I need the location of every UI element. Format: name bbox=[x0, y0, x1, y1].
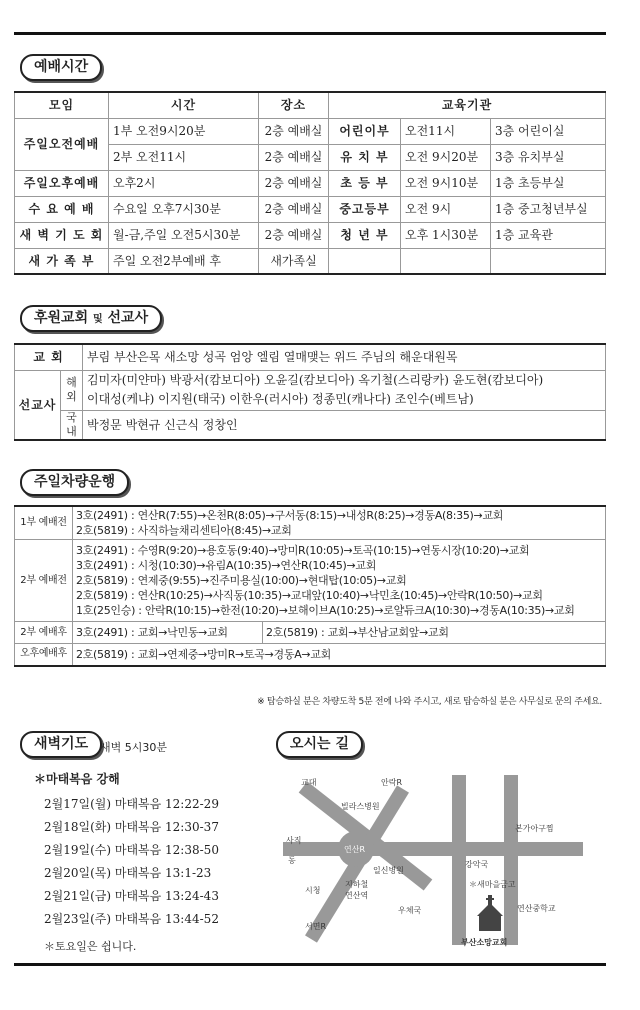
place-cell: 새가족실 bbox=[259, 248, 329, 274]
dept-cell: 유 치 부 bbox=[329, 144, 401, 170]
directions-section-title: 오시는 길 bbox=[276, 731, 363, 758]
dept-time-cell: 오후 1시30분 bbox=[401, 222, 491, 248]
support-section-title bbox=[20, 305, 162, 332]
church-list: 부림 부산은목 새소망 성곡 엄앙 엘림 열매맺는 위드 주님의 해운대원목 bbox=[83, 344, 606, 370]
study-title: ＊마태복음 강해 bbox=[34, 772, 120, 786]
map-roads bbox=[283, 775, 583, 945]
map-label-gyodae: 교대 bbox=[301, 778, 317, 787]
dept-time-cell: 오전 9시 bbox=[401, 196, 491, 222]
dept-cell: 초 등 부 bbox=[329, 170, 401, 196]
dept-cell: 중고등부 bbox=[329, 196, 401, 222]
shuttle-route: 3호(2491) : 시청(10:30)→유림A(10:35)→연산R(10:45)→교회 bbox=[76, 559, 377, 572]
map-label-subway-station: 연산역 bbox=[345, 891, 369, 900]
shuttle-route: 3호(2491) : 연산R(7:55)→온천R(8:05)→구서동(8:15)→내성R(8:25)→경동A(8:35)→교회 bbox=[76, 509, 504, 522]
dept-cell: 청 년 부 bbox=[329, 222, 401, 248]
map-label-sajik-dong: 동 bbox=[288, 856, 296, 865]
meeting-cell: 주일오전예배 bbox=[15, 118, 109, 170]
shuttle-route: 2호(5819) : 교회→부산남교회앞→교회 bbox=[266, 626, 449, 639]
shuttle-table bbox=[14, 505, 606, 667]
time-cell: 수요일 오후7시30분 bbox=[109, 196, 259, 222]
shuttle-label: 오후예배후 bbox=[15, 644, 73, 666]
map-label-gangak: 강악국 bbox=[465, 860, 489, 869]
map-label-villa: 빌라스병원 bbox=[341, 802, 380, 811]
map-label-sicheong: 시청 bbox=[305, 886, 321, 895]
support-title-and: 및 bbox=[92, 314, 103, 325]
dept-time-cell: 오전11시 bbox=[401, 118, 491, 144]
time-cell: 주일 오전2부예배 후 bbox=[109, 248, 259, 274]
overseas-label: 해외 bbox=[61, 370, 83, 410]
map-label-yeonsan: 연산R bbox=[344, 845, 366, 854]
meeting-cell: 수 요 예 배 bbox=[15, 196, 109, 222]
dawn-subtitle: 새벽 5시30분 bbox=[100, 741, 167, 754]
header-time: 시간 bbox=[109, 92, 259, 118]
shuttle-route: 1호(25인승) : 안락R(10:15)→한전(10:20)→보해이브A(10:25)→로얄듀크A(10:30)→경동A(10:35)→교회 bbox=[76, 604, 575, 617]
map-label-subway: 지하철 bbox=[345, 880, 369, 889]
top-rule bbox=[14, 32, 606, 35]
dept-place-cell: 3층 유치부실 bbox=[491, 144, 606, 170]
meeting-cell: 새 가 족 부 bbox=[15, 248, 109, 274]
support-table bbox=[14, 343, 606, 441]
support-title-main: 후원교회 bbox=[34, 310, 89, 326]
dept-time-cell: 오전 9시10분 bbox=[401, 170, 491, 196]
shuttle-route: 3호(2491) : 교회→낙민동→교회 bbox=[76, 626, 228, 639]
study-item: 2월19일(수) 마태복음 12:38-50 bbox=[44, 843, 219, 857]
overseas-line: 김미자(미얀마) 박광서(캄보디아) 오윤길(캄보디아) 옥기철(스리랑카) 윤도현(캄보디아) bbox=[87, 373, 544, 387]
domestic-list: 박정문 박현규 신근식 정창인 bbox=[83, 410, 606, 440]
map-label-sajik: 사직 bbox=[286, 836, 302, 845]
shuttle-label: 2부 예배후 bbox=[15, 622, 73, 644]
study-item: 2월20일(목) 마태복음 13:1-23 bbox=[44, 866, 212, 880]
header-meeting: 모임 bbox=[15, 92, 109, 118]
dawn-section-title: 새벽기도 bbox=[20, 731, 102, 758]
worship-table bbox=[14, 91, 606, 275]
header-education: 교육기관 bbox=[329, 92, 606, 118]
dept-place-cell: 1층 초등부실 bbox=[491, 170, 606, 196]
dept-place-cell: 1층 중고청년부실 bbox=[491, 196, 606, 222]
study-item: 2월18일(화) 마태복음 12:30-37 bbox=[44, 820, 219, 834]
header-place: 장소 bbox=[259, 92, 329, 118]
overseas-line: 이대성(케냐) 이지원(태국) 이한우(러시아) 정종민(캐나다) 조인수(베트남) bbox=[87, 392, 474, 406]
dept-time-cell: 오전 9시20분 bbox=[401, 144, 491, 170]
study-item: 2월23일(주) 마태복음 13:44-52 bbox=[44, 912, 219, 926]
dept-cell bbox=[329, 248, 401, 274]
place-cell: 2층 예배실 bbox=[259, 170, 329, 196]
meeting-cell: 주일오후예배 bbox=[15, 170, 109, 196]
time-cell: 2부 오전11시 bbox=[109, 144, 259, 170]
support-title-rest: 선교사 bbox=[107, 310, 149, 326]
shuttle-label: 1부 예배전 bbox=[15, 506, 73, 540]
domestic-label: 국내 bbox=[61, 410, 83, 440]
study-item: 2월21일(금) 마태복음 13:24-43 bbox=[44, 889, 219, 903]
location-map bbox=[283, 767, 583, 957]
map-label-saemaeul: ＊새마을금고 bbox=[469, 880, 516, 889]
time-cell: 오후2시 bbox=[109, 170, 259, 196]
dept-cell: 어린이부 bbox=[329, 118, 401, 144]
map-label-anrak: 안락R bbox=[381, 778, 403, 787]
shuttle-route: 3호(2491) : 수영R(9:20)→용호동(9:40)→망미R(10:05)→토곡(10:15)→연동시장(10:20)→교회 bbox=[76, 544, 530, 557]
dept-time-cell bbox=[401, 248, 491, 274]
shuttle-section-title: 주일차량운행 bbox=[20, 469, 129, 496]
place-cell: 2층 예배실 bbox=[259, 118, 329, 144]
shuttle-route: 2호(5819) : 교회→연제중→망미R→토곡→경동A→교회 bbox=[76, 647, 331, 661]
study-item: 2월17일(월) 마태복음 12:22-29 bbox=[44, 797, 219, 811]
place-cell: 2층 예배실 bbox=[259, 196, 329, 222]
church-icon bbox=[477, 895, 503, 931]
map-label-yeonsan-ms: 연산중학교 bbox=[517, 904, 556, 913]
dept-place-cell bbox=[491, 248, 606, 274]
place-cell: 2층 예배실 bbox=[259, 144, 329, 170]
meeting-cell: 새 벽 기 도 회 bbox=[15, 222, 109, 248]
dept-place-cell: 3층 어린이실 bbox=[491, 118, 606, 144]
shuttle-route: 2호(5819) : 사직하늘채리센티아(8:45)→교회 bbox=[76, 524, 292, 537]
place-cell: 2층 예배실 bbox=[259, 222, 329, 248]
missionary-label: 선교사 bbox=[15, 370, 61, 440]
map-label-seomyeon: 서면R bbox=[305, 922, 327, 931]
shuttle-route: 2호(5819) : 연산R(10:25)→사직동(10:35)→교대앞(10:40)→낙민초(10:45)→안락R(10:50)→교회 bbox=[76, 589, 543, 602]
worship-section-title: 예배시간 bbox=[20, 54, 102, 81]
time-cell: 월-금,주일 오전5시30분 bbox=[109, 222, 259, 248]
shuttle-route: 2호(5819) : 연제중(9:55)→진주미용실(10:00)→현대탑(10:05)→교회 bbox=[76, 574, 407, 587]
time-cell: 1부 오전9시20분 bbox=[109, 118, 259, 144]
shuttle-label: 2부 예배전 bbox=[15, 540, 73, 622]
map-label-uche: 우체국 bbox=[398, 906, 422, 915]
church-label: 교 회 bbox=[15, 344, 83, 370]
study-footnote: ＊토요일은 쉽니다. bbox=[44, 940, 137, 953]
map-label-bonga: 본가아구찜 bbox=[515, 824, 554, 833]
map-label-ilsin: 일신병원 bbox=[373, 866, 404, 875]
dept-place-cell: 1층 교육관 bbox=[491, 222, 606, 248]
bottom-rule bbox=[14, 963, 606, 966]
shuttle-note: ※ 탑승하실 분은 차량도착 5분 전에 나와 주시고, 새로 탑승하실 분은 사무실로 문의 주세요. bbox=[257, 697, 602, 707]
map-label-church: 부산소망교회 bbox=[461, 938, 508, 947]
